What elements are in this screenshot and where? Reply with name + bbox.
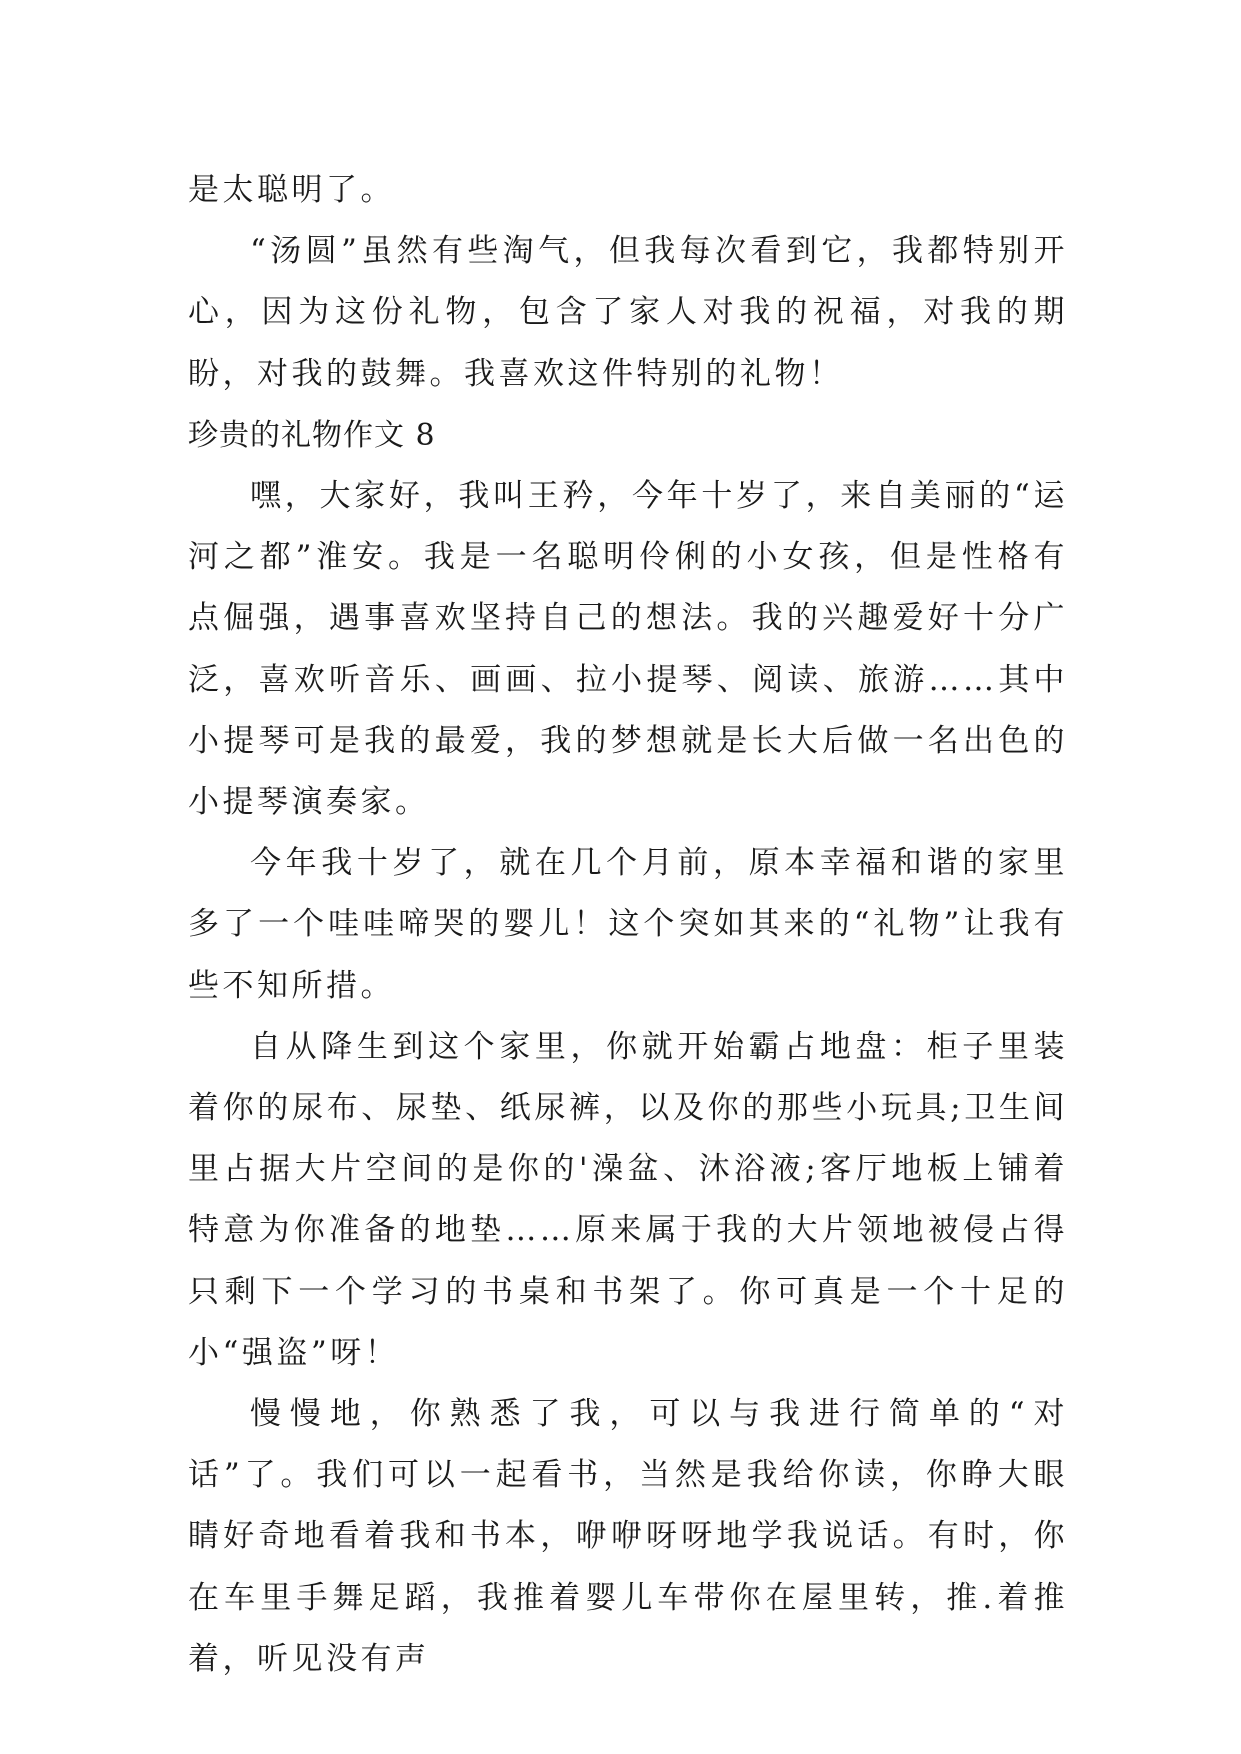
paragraph-getting-familiar: 慢慢地，你熟悉了我，可以与我进行简单的“对话”了。我们可以一起看书，当然是我给你读，你睁大眼睛好奇地看着我和书本，咿咿呀呀地学我说话。有时，你在车里手舞足蹈，我推着婴儿车带你在屋里转，推.着推着，听见没有声 (188, 1396, 1068, 1677)
paragraph-tangyuan: “汤圆”虽然有些淘气，但我每次看到它，我都特别开心，因为这份礼物，包含了家人对我的祝福，对我的期盼，对我的鼓舞。我喜欢这件特别的礼物！ (188, 233, 1068, 392)
essay-heading: 珍贵的礼物作文 8 (188, 417, 436, 453)
paragraph-territory: 自从降生到这个家里，你就开始霸占地盘：柜子里装着你的尿布、尿垫、纸尿裤，以及你的那些小玩具;卫生间里占据大片空间的是你的'澡盆、沐浴液;客厅地板上铺着特意为你准备的地垫……原来属于我的大片领地被侵占得只剩下一个学习的书桌和书架了。你可真是一个十足的小“强盗”呀！ (188, 1028, 1068, 1371)
paragraph-continuation: 是太聪明了。 (188, 172, 395, 208)
paragraph-baby-arrival: 今年我十岁了，就在几个月前，原本幸福和谐的家里多了一个哇哇啼哭的婴儿！这个突如其来的“礼物”让我有些不知所措。 (188, 845, 1068, 1004)
document-body (188, 160, 1068, 1690)
paragraph-intro: 嘿，大家好，我叫王矜，今年十岁了，来自美丽的“运河之都”淮安。我是一名聪明伶俐的小女孩，但是性格有点倔强，遇事喜欢坚持自己的想法。我的兴趣爱好十分广泛，喜欢听音乐、画画、拉小提琴、阅读、旅游……其中小提琴可是我的最爱，我的梦想就是长大后做一名出色的小提琴演奏家。 (188, 478, 1068, 821)
